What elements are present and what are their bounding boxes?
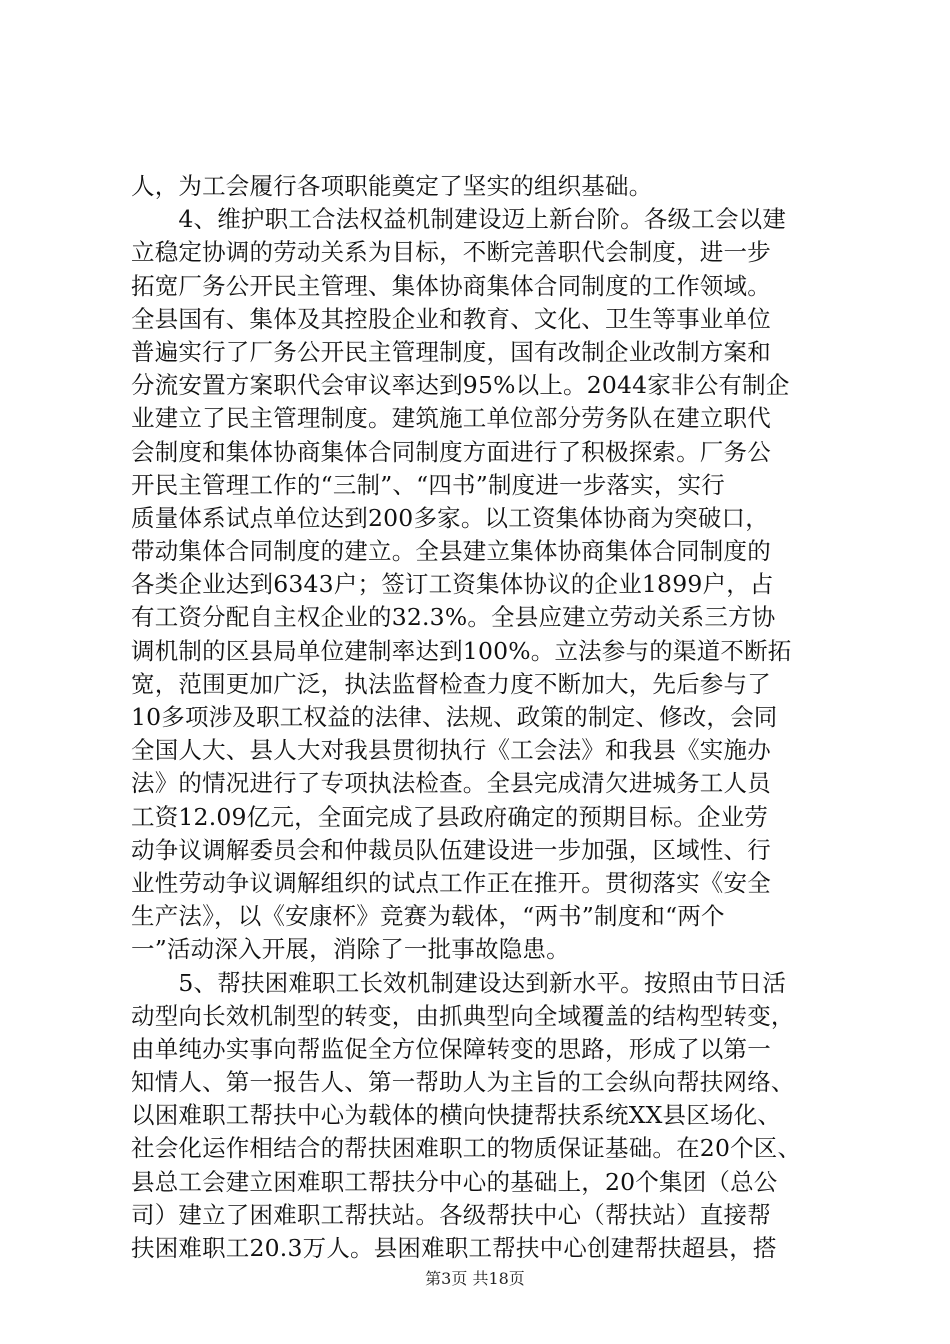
text-line: 4、维护职工合法权益机制建设迈上新台阶。各级工会以建 bbox=[131, 205, 787, 234]
text-line: 分流安置方案职代会审议率达到95%以上。2044家非公有制企 bbox=[131, 371, 790, 400]
text-line: 全县国有、集体及其控股企业和教育、文化、卫生等事业单位 bbox=[131, 304, 771, 333]
page-indicator: 第3页 共18页 bbox=[425, 1269, 525, 1288]
text-line: 10多项涉及职工权益的法律、法规、政策的制定、修改，会同 bbox=[131, 703, 778, 731]
text-line: 生产法》，以《安康杯》竞赛为载体，“两书”制度和“两个 bbox=[131, 902, 725, 931]
text-line: 质量体系试点单位达到200多家。以工资集体协商为突破口， bbox=[131, 503, 769, 532]
text-line: 会制度和集体协商集体合同制度方面进行了积极探索。厂务公 bbox=[131, 437, 771, 466]
text-line: 动争议调解委员会和仲裁员队伍建设进一步加强，区域性、行 bbox=[131, 835, 771, 864]
text-line: 县总工会建立困难职工帮扶分中心的基础上，20个集团（总公 bbox=[131, 1167, 778, 1196]
text-line: 开民主管理工作的“三制”、“四书”制度进一步落实，实行 bbox=[131, 470, 725, 499]
text-line: 业建立了民主管理制度。建筑施工单位部分劳务队在建立职代 bbox=[131, 404, 771, 433]
text-line: 工资12.09亿元，全面完成了县政府确定的预期目标。企业劳 bbox=[131, 802, 769, 831]
text-line: 5、帮扶困难职工长效机制建设达到新水平。按照由节日活 bbox=[131, 968, 787, 997]
text-line: 带动集体合同制度的建立。全县建立集体协商集体合同制度的 bbox=[131, 537, 771, 566]
text-line: 一”活动深入开展，消除了一批事故隐患。 bbox=[131, 935, 570, 964]
text-line: 社会化运作相结合的帮扶困难职工的物质保证基础。在20个区、 bbox=[131, 1134, 802, 1163]
text-line: 立稳定协调的劳动关系为目标，不断完善职代会制度，进一步 bbox=[131, 238, 771, 267]
text-line: 以困难职工帮扶中心为载体的横向快捷帮扶系统XX县区场化、 bbox=[131, 1101, 782, 1130]
text-line: 由单纯办实事向帮监促全方位保障转变的思路，形成了以第一 bbox=[131, 1034, 771, 1063]
text-line: 拓宽厂务公开民主管理、集体协商集体合同制度的工作领域。 bbox=[131, 271, 771, 300]
text-line: 宽，范围更加广泛，执法监督检查力度不断加大，先后参与了 bbox=[131, 669, 771, 698]
text-line: 扶困难职工20.3万人。县困难职工帮扶中心创建帮扶超县，搭 bbox=[131, 1234, 777, 1262]
body-text bbox=[131, 170, 831, 1265]
text-line: 各类企业达到6343户；签订工资集体协议的企业1899户，占 bbox=[131, 570, 774, 599]
text-line: 业性劳动争议调解组织的试点工作正在推开。贯彻落实《安全 bbox=[131, 868, 771, 897]
text-line: 调机制的区县局单位建制率达到100%。立法参与的渠道不断拓 bbox=[131, 636, 792, 665]
text-line: 司）建立了困难职工帮扶站。各级帮扶中心（帮扶站）直接帮 bbox=[131, 1200, 771, 1229]
text-line: 全国人大、县人大对我县贯彻执行《工会法》和我县《实施办 bbox=[131, 736, 771, 765]
text-line: 知情人、第一报告人、第一帮助人为主旨的工会纵向帮扶网络、 bbox=[131, 1068, 795, 1097]
text-line: 人，为工会履行各项职能奠定了坚实的组织基础。 bbox=[131, 172, 653, 200]
text-line: 普遍实行了厂务公开民主管理制度，国有改制企业改制方案和 bbox=[131, 337, 771, 366]
page-footer bbox=[0, 1268, 950, 1290]
text-line: 动型向长效机制型的转变，由抓典型向全域覆盖的结构型转变， bbox=[131, 1001, 795, 1030]
text-line: 有工资分配自主权企业的32.3%。全县应建立劳动关系三方协 bbox=[131, 603, 776, 632]
text-line: 法》的情况进行了专项执法检查。全县完成清欠进城务工人员 bbox=[131, 769, 771, 798]
